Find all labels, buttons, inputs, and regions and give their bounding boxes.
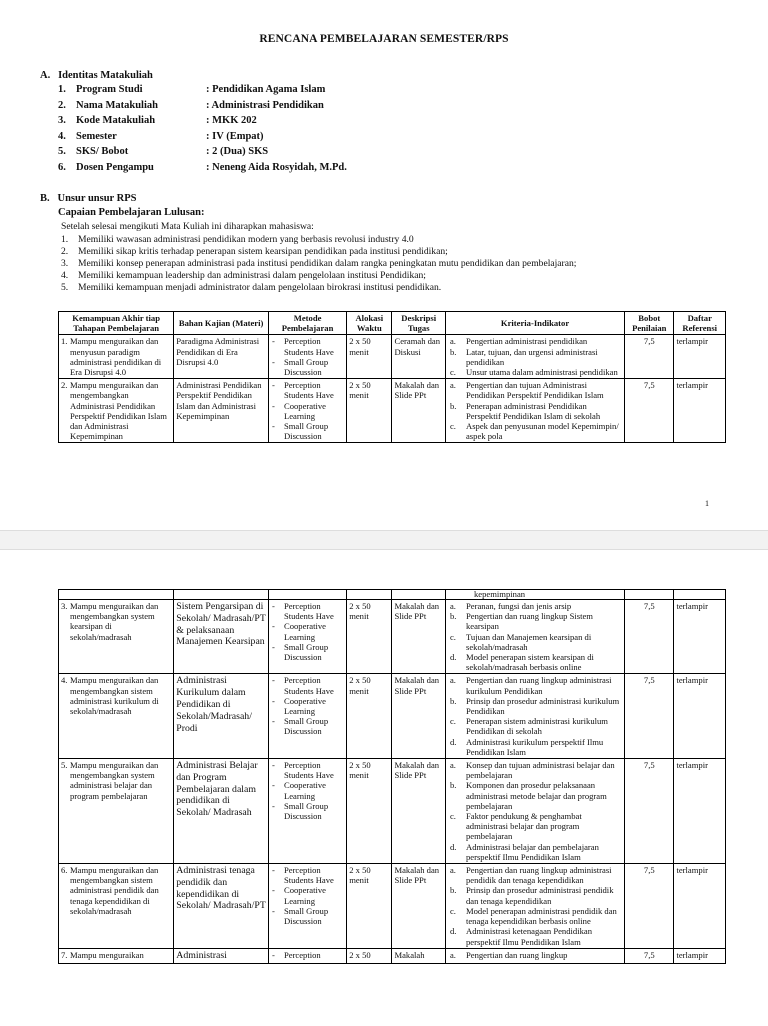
identitas-row <box>40 113 347 129</box>
deskripsi-text: Makalah dan Slide PPt <box>394 601 440 622</box>
cell-metode <box>268 379 346 443</box>
kriteria-text: Administrasi kurikulum perspektif Ilmu Pendidikan Islam <box>465 736 604 757</box>
referensi-text: terlampir <box>676 949 708 960</box>
identitas-num: 3. <box>58 115 66 126</box>
identitas-value: : IV (Empat) <box>206 130 264 142</box>
metode-text: Perception Students Have <box>283 675 334 696</box>
kriteria-letter: b. <box>449 346 457 357</box>
kemampuan-text: Mampu menguraikan dan mengembangkan sistem administrasi kurikulum di sekolah/madrasah <box>70 675 159 717</box>
bobot-text: 7,5 <box>643 601 655 611</box>
identitas-label: Nama Matakuliah <box>76 99 158 111</box>
identitas-row <box>40 144 347 160</box>
alokasi-text: 2 x 50 menit <box>349 601 371 622</box>
kriteria-item <box>448 421 622 441</box>
cell-kriteria <box>445 600 624 674</box>
kriteria-letter: c. <box>449 421 456 432</box>
identitas-value: : 2 (Dua) SKS <box>206 146 269 157</box>
bobot-text: 7,5 <box>643 865 655 876</box>
metode-item: - Cooperative Learning <box>271 780 344 800</box>
kriteria-item <box>448 611 622 631</box>
metode-item: - Small Group Discussion <box>271 716 344 736</box>
kriteria-text: Pengertian dan ruang lingkup administrasi pendidik dan tenaga kependidikan <box>465 865 612 886</box>
kriteria-letter: a. <box>449 601 456 611</box>
kriteria-letter: a. <box>449 949 456 960</box>
cell-bahan <box>174 864 269 949</box>
cell-referensi <box>674 335 726 379</box>
cpl-item-text: Memiliki konsep penerapan administrasi pada institusi pendidikan dalam rangka peningkatan mutu pendidikan dan pembelajaran; <box>78 257 577 269</box>
kriteria-text: Administrasi belajar dan pembelajaran perspektif Ilmu Pendidikan Islam <box>465 841 599 862</box>
kriteria-item <box>448 842 622 862</box>
metode-item: - Perception Students Have <box>271 380 344 400</box>
kriteria-letter: d. <box>449 926 457 937</box>
cpl-heading: Capaian Pembelajaran Lulusan: <box>58 207 205 218</box>
metode-item: - Small Group Discussion <box>271 801 344 821</box>
kriteria-item <box>448 906 622 926</box>
bahan-text: Administrasi Pendidikan Perspektif Pendidikan Islam dan Administrasi Kepemimpinan <box>176 380 262 421</box>
kriteria-item <box>448 401 622 421</box>
cell-alokasi <box>347 600 392 674</box>
kriteria-letter: a. <box>449 336 456 347</box>
kriteria-letter: a. <box>449 675 456 686</box>
kriteria-text: Penerapan administrasi Pendidikan Perspektif Pendidikan Islam di sekolah <box>465 400 601 421</box>
cell-metode <box>268 674 346 759</box>
kriteria-letter: c. <box>449 905 456 916</box>
kriteria-letter: c. <box>449 367 456 378</box>
metode-item: - Cooperative Learning <box>271 885 344 905</box>
metode-text: Perception Students Have <box>283 760 334 781</box>
metode-text: Cooperative Learning <box>283 400 326 421</box>
bahan-text: Administrasi <box>176 949 227 961</box>
page-gap <box>0 530 768 550</box>
kriteria-item <box>448 675 622 695</box>
identitas-num: 6. <box>58 161 66 173</box>
header-alokasi: Alokasi Waktu <box>347 312 392 335</box>
bahan-text: Sistem Pengarsipan di Sekolah/ Madrasah/PT & pelaksanaan Manajemen Kearsipan <box>176 601 266 648</box>
cell-deskripsi <box>392 600 446 674</box>
cell-deskripsi <box>392 948 446 963</box>
kriteria-text: Pengertian dan ruang lingkup <box>465 949 568 960</box>
bahan-text: Administrasi Belajar dan Program Pembelajaran dalam pendidikan di Sekolah/ Madrasah <box>176 760 258 819</box>
kriteria-item <box>448 885 622 905</box>
cell-kriteria <box>445 759 624 864</box>
metode-text: Cooperative Learning <box>283 621 326 642</box>
kemampuan-text: Mampu menguraikan dan mengembangkan system kearsipan di sekolah/madrasah <box>70 601 159 642</box>
bahan-text: Administrasi tenaga pendidik dan kependidikan di Sekolah/ Madrasah/PT <box>176 865 266 912</box>
rps-table-page-2 <box>58 589 726 964</box>
cell-bobot <box>625 759 674 864</box>
cell-kriteria <box>445 948 624 963</box>
metode-item: - Perception Students Have <box>271 336 344 356</box>
row-number: 7. <box>61 949 68 960</box>
metode-text: Small Group Discussion <box>283 641 329 663</box>
metode-item: - Cooperative Learning <box>271 401 344 421</box>
row-number: 2. <box>61 380 68 391</box>
table-row <box>59 674 726 759</box>
cell-alokasi <box>347 864 392 949</box>
cell-kemampuan <box>59 948 174 963</box>
kriteria-item <box>448 696 622 716</box>
metode-text: Perception <box>283 949 321 960</box>
bobot-text: 7,5 <box>643 380 655 391</box>
kriteria-letter: b. <box>449 780 457 791</box>
cell-bobot <box>625 600 674 674</box>
bobot-text: 7,5 <box>643 336 655 347</box>
cell-alokasi <box>347 674 392 759</box>
metode-text: Small Group Discussion <box>283 716 329 737</box>
cpl-item <box>61 234 576 246</box>
alokasi-text: 2 x 50 <box>349 949 371 960</box>
referensi-text: terlampir <box>676 336 708 347</box>
kriteria-letter: a. <box>449 865 456 876</box>
deskripsi-text: Makalah dan Slide PPt <box>394 380 440 401</box>
cpl-list <box>61 234 576 295</box>
row-number: 1. <box>61 336 68 347</box>
metode-text: Perception Students Have <box>283 601 334 622</box>
cell-kemampuan <box>59 600 174 674</box>
continuation-row <box>59 590 726 600</box>
cell-metode <box>268 759 346 864</box>
kriteria-item <box>448 760 622 780</box>
identitas-label: Kode Matakuliah <box>76 115 156 126</box>
row-number: 6. <box>61 865 68 876</box>
kriteria-letter: c. <box>449 811 456 822</box>
cell-bahan <box>174 759 269 864</box>
kriteria-text: Konsep dan tujuan administrasi belajar dan pembelajaran <box>465 760 615 781</box>
kriteria-text: Pengertian dan tujuan Administrasi Pendidikan Perspektif Pendidikan Islam <box>465 380 604 401</box>
cpl-item-num: 2. <box>61 245 69 257</box>
metode-text: Cooperative Learning <box>283 885 326 906</box>
kriteria-text: Latar, tujuan, dan urgensi administrasi pendidikan <box>465 346 598 367</box>
identitas-num: 2. <box>58 99 66 111</box>
metode-item: - Small Group Discussion <box>271 357 344 377</box>
kriteria-item <box>448 632 622 652</box>
header-bobot: Bobot Penilaian <box>625 312 674 335</box>
cell-referensi <box>674 674 726 759</box>
cell-metode <box>268 948 346 963</box>
alokasi-text: 2 x 50 menit <box>349 865 371 886</box>
metode-text: Perception Students Have <box>283 336 334 357</box>
kriteria-item <box>448 926 622 946</box>
kriteria-letter: b. <box>449 695 457 706</box>
row-number: 4. <box>61 675 68 686</box>
metode-item: - Small Group Discussion <box>271 642 344 662</box>
kriteria-letter: d. <box>449 841 457 852</box>
cell-referensi <box>674 864 726 949</box>
alokasi-text: 2 x 50 menit <box>349 380 371 401</box>
identitas-value: : Pendidikan Agama Islam <box>206 84 326 95</box>
kriteria-text: Pengertian dan ruang lingkup administrasi kurikulum Pendidikan <box>465 675 612 696</box>
kriteria-letter: d. <box>449 652 457 663</box>
cell-kriteria <box>445 864 624 949</box>
cell-metode <box>268 600 346 674</box>
row-number: 5. <box>61 760 68 771</box>
cell-bobot <box>625 864 674 949</box>
metode-item: - Perception Students Have <box>271 675 344 695</box>
cell-deskripsi <box>392 335 446 379</box>
continuation-text: kepemimpinan <box>473 589 526 599</box>
cell-bahan <box>174 379 269 443</box>
referensi-text: terlampir <box>676 865 708 876</box>
section-unsur-rps <box>40 192 576 295</box>
deskripsi-text: Ceramah dan Diskusi <box>394 336 441 357</box>
cell-kemampuan <box>59 864 174 949</box>
bobot-text: 7,5 <box>643 675 655 686</box>
kriteria-item <box>448 950 622 960</box>
cpl-item <box>61 258 576 270</box>
rps-table-page-1 <box>58 311 726 443</box>
kriteria-text: Komponen dan prosedur pelaksanaan administrasi metode belajar dan program pembelajaran <box>465 780 607 811</box>
identitas-row <box>40 98 347 114</box>
metode-item: - Perception Students Have <box>271 865 344 885</box>
cell-bobot <box>625 674 674 759</box>
header-referensi: Daftar Referensi <box>674 312 726 335</box>
section-identitas <box>40 70 347 175</box>
cell-referensi <box>674 600 726 674</box>
cell-bobot <box>625 335 674 379</box>
kriteria-item <box>448 811 622 842</box>
identitas-num: 4. <box>58 130 66 142</box>
identitas-label: Semester <box>76 130 117 142</box>
kriteria-letter: c. <box>449 716 456 727</box>
kriteria-letter: b. <box>449 885 457 896</box>
cpl-item <box>61 270 576 282</box>
bahan-text: Paradigma Administrasi Pendidikan di Era Disrupsi 4.0 <box>176 336 260 367</box>
cell-metode <box>268 335 346 379</box>
identitas-value: : MKK 202 <box>206 115 257 126</box>
cell-kemampuan <box>59 379 174 443</box>
cpl-item-text: Memiliki sikap kritis terhadap penerapan sistem kearsipan pendidikan pada institusi pendidikan; <box>78 245 448 257</box>
kriteria-text: Prinsip dan prosedur administrasi kurikulum Pendidikan <box>465 695 620 717</box>
kriteria-text: Faktor pendukung & penghambat administrasi belajar dan program pembelajaran <box>465 811 582 842</box>
kriteria-item <box>448 367 622 377</box>
referensi-text: terlampir <box>676 760 708 771</box>
kriteria-item <box>448 652 622 672</box>
metode-item: - Perception Students Have <box>271 760 344 780</box>
identitas-label: Dosen Pengampu <box>76 161 154 173</box>
header-deskripsi: Deskripsi Tugas <box>392 312 446 335</box>
kriteria-letter: b. <box>449 400 457 411</box>
identitas-value: : Neneng Aida Rosyidah, M.Pd. <box>206 161 347 173</box>
cpl-intro: Setelah selesai mengikuti Mata Kuliah ini diharapkan mahasiswa: <box>61 221 314 232</box>
cell-kemampuan <box>59 674 174 759</box>
deskripsi-text: Makalah dan Slide PPt <box>394 675 440 696</box>
kriteria-text: Tujuan dan Manajemen kearsipan di sekolah/madrasah <box>465 631 592 652</box>
kriteria-text: Administrasi ketenagaan Pendidikan perspektif Ilmu Pendidikan Islam <box>465 926 592 947</box>
kriteria-text: Peranan, fungsi dan jenis arsip <box>465 601 572 611</box>
kriteria-text: Prinsip dan prosedur administrasi pendidik dan tenaga kependidikan <box>465 885 614 906</box>
cpl-item-num: 5. <box>61 282 69 294</box>
identitas-num: 5. <box>58 146 66 157</box>
bobot-text: 7,5 <box>643 760 655 771</box>
referensi-text: terlampir <box>676 601 708 611</box>
kriteria-text: Model penerapan administrasi pendidik dan tenaga kependidikan berbasis online <box>465 905 617 927</box>
row-number: 3. <box>61 601 68 611</box>
cpl-item <box>61 282 576 294</box>
kriteria-text: Pengertian dan ruang lingkup Sistem kearsipan <box>465 611 593 632</box>
kriteria-text: Unsur utama dalam administrasi pendidikan <box>465 367 618 378</box>
kriteria-item <box>448 716 622 736</box>
page-number: 1 <box>705 499 709 508</box>
section-a-heading: A. Identitas Matakuliah <box>40 70 153 81</box>
kriteria-item <box>448 780 622 811</box>
kriteria-item <box>448 336 622 346</box>
cell-alokasi <box>347 948 392 963</box>
referensi-text: terlampir <box>676 675 708 686</box>
header-metode: Metode Pembelajaran <box>268 312 346 335</box>
table-row <box>59 759 726 864</box>
kriteria-text: Pengertian administrasi pendidikan <box>465 336 588 347</box>
deskripsi-text: Makalah dan Slide PPt <box>394 760 440 781</box>
header-bahan: Bahan Kajian (Materi) <box>174 312 269 335</box>
metode-text: Small Group Discussion <box>283 356 329 378</box>
kriteria-letter: a. <box>449 760 456 771</box>
cell-deskripsi <box>392 379 446 443</box>
cell-bahan <box>174 674 269 759</box>
deskripsi-text: Makalah dan Slide PPt <box>394 865 440 886</box>
metode-text: Cooperative Learning <box>283 695 326 717</box>
metode-item: - Small Group Discussion <box>271 906 344 926</box>
table-row <box>59 948 726 963</box>
kemampuan-text: Mampu menguraikan dan mengembangkan sistem administrasi pendidik dan tenaga kependidikan di sekolah/madrasah <box>70 865 159 916</box>
metode-text: Small Group Discussion <box>283 905 329 927</box>
metode-item: - Small Group Discussion <box>271 421 344 441</box>
kriteria-text: Aspek dan penyusunan model Kepemimpin/ aspek pola <box>465 421 619 442</box>
kemampuan-text: Mampu menguraikan dan mengembangkan Administrasi Pendidikan Perspektif Pendidikan Islam dan Administrasi Kepemimpinan <box>70 380 167 442</box>
cell-deskripsi <box>392 864 446 949</box>
kriteria-item <box>448 737 622 757</box>
kemampuan-text: Mampu menguraikan dan menyusun paradigm administrasi pendidikan di Era Disrupsi 4.0 <box>70 336 162 378</box>
cell-bahan <box>174 335 269 379</box>
section-b-heading: B. Unsur unsur RPS <box>40 193 137 204</box>
bahan-text: Administrasi Kurikulum dalam Pendidikan di Sekolah/Madrasah/ Prodi <box>176 675 252 734</box>
cell-alokasi <box>347 759 392 864</box>
identitas-num: 1. <box>58 84 66 95</box>
kemampuan-text: Mampu menguraikan dan mengembangkan system administrasi belajar dan program pembelajaran <box>70 760 159 801</box>
metode-item: - Cooperative Learning <box>271 621 344 641</box>
metode-text: Small Group Discussion <box>283 421 329 442</box>
alokasi-text: 2 x 50 menit <box>349 760 371 781</box>
cell-kemampuan <box>59 759 174 864</box>
cell-bobot <box>625 948 674 963</box>
referensi-text: terlampir <box>676 380 708 391</box>
cpl-item-num: 3. <box>61 257 69 269</box>
deskripsi-text: Makalah <box>394 949 425 960</box>
kriteria-text: Penerapan sistem administrasi kurikulum Pendidikan di sekolah <box>465 716 608 737</box>
cell-metode <box>268 864 346 949</box>
kemampuan-text: Mampu menguraikan <box>70 949 144 960</box>
metode-text: Perception Students Have <box>283 865 334 886</box>
cpl-item-text: Memiliki wawasan administrasi pendidikan modern yang berbasis revolusi industry 4.0 <box>78 233 414 245</box>
cell-referensi <box>674 948 726 963</box>
kriteria-text: Model penerapan sistem kearsipan di sekolah/madrasah berbasis online <box>465 652 594 673</box>
kriteria-item <box>448 601 622 611</box>
kriteria-letter: c. <box>449 631 456 642</box>
identitas-label: Program Studi <box>76 84 143 95</box>
kriteria-letter: a. <box>449 380 456 391</box>
cell-kemampuan <box>59 335 174 379</box>
cell-bobot <box>625 379 674 443</box>
cpl-item-text: Memiliki kemampuan leadership dan administrasi dalam pengelolaan institusi Pendidikan; <box>78 270 426 282</box>
document-title: RENCANA PEMBELAJARAN SEMESTER/RPS <box>259 33 509 45</box>
metode-item: - Perception Students Have <box>271 601 344 621</box>
cpl-item-num: 1. <box>61 233 69 245</box>
alokasi-text: 2 x 50 menit <box>349 336 371 357</box>
kriteria-letter: b. <box>449 611 457 622</box>
cpl-item <box>61 246 576 258</box>
cell-referensi <box>674 379 726 443</box>
cell-referensi <box>674 759 726 864</box>
metode-text: Cooperative Learning <box>283 780 326 801</box>
kriteria-item <box>448 865 622 885</box>
cell-kriteria <box>445 335 624 379</box>
table-row <box>59 379 726 443</box>
identitas-row <box>40 129 347 145</box>
cell-bahan <box>174 600 269 674</box>
cell-bahan <box>174 948 269 963</box>
alokasi-text: 2 x 50 menit <box>349 675 371 696</box>
identitas-label: SKS/ Bobot <box>76 146 129 157</box>
cell-deskripsi <box>392 759 446 864</box>
kriteria-item <box>448 347 622 367</box>
metode-text: Perception Students Have <box>283 380 334 401</box>
cpl-item-num: 4. <box>61 270 69 282</box>
cell-deskripsi <box>392 674 446 759</box>
kriteria-item <box>448 380 622 400</box>
cell-kriteria <box>445 674 624 759</box>
identitas-value: : Administrasi Pendidikan <box>206 99 324 111</box>
header-kemampuan: Kemampuan Akhir tiap Tahapan Pembelajaran <box>59 312 174 335</box>
cpl-item-text: Memiliki kemampuan menjadi administrator dalam pengelolaan birokrasi institusi pendidikan. <box>78 282 442 294</box>
kriteria-letter: d. <box>449 736 457 747</box>
table-row <box>59 600 726 674</box>
table-row <box>59 864 726 949</box>
metode-item: - Cooperative Learning <box>271 696 344 716</box>
bobot-text: 7,5 <box>643 949 655 960</box>
page-2 <box>0 550 768 1026</box>
cell-kriteria <box>445 379 624 443</box>
identitas-row <box>40 160 347 176</box>
metode-text: Small Group Discussion <box>283 800 329 822</box>
table-row <box>59 335 726 379</box>
cell-alokasi <box>347 379 392 443</box>
metode-item: - Perception <box>271 949 321 960</box>
table-header-row <box>59 312 726 335</box>
header-kriteria: Kriteria-Indikator <box>445 312 624 335</box>
cell-alokasi <box>347 335 392 379</box>
identitas-row <box>40 82 347 98</box>
